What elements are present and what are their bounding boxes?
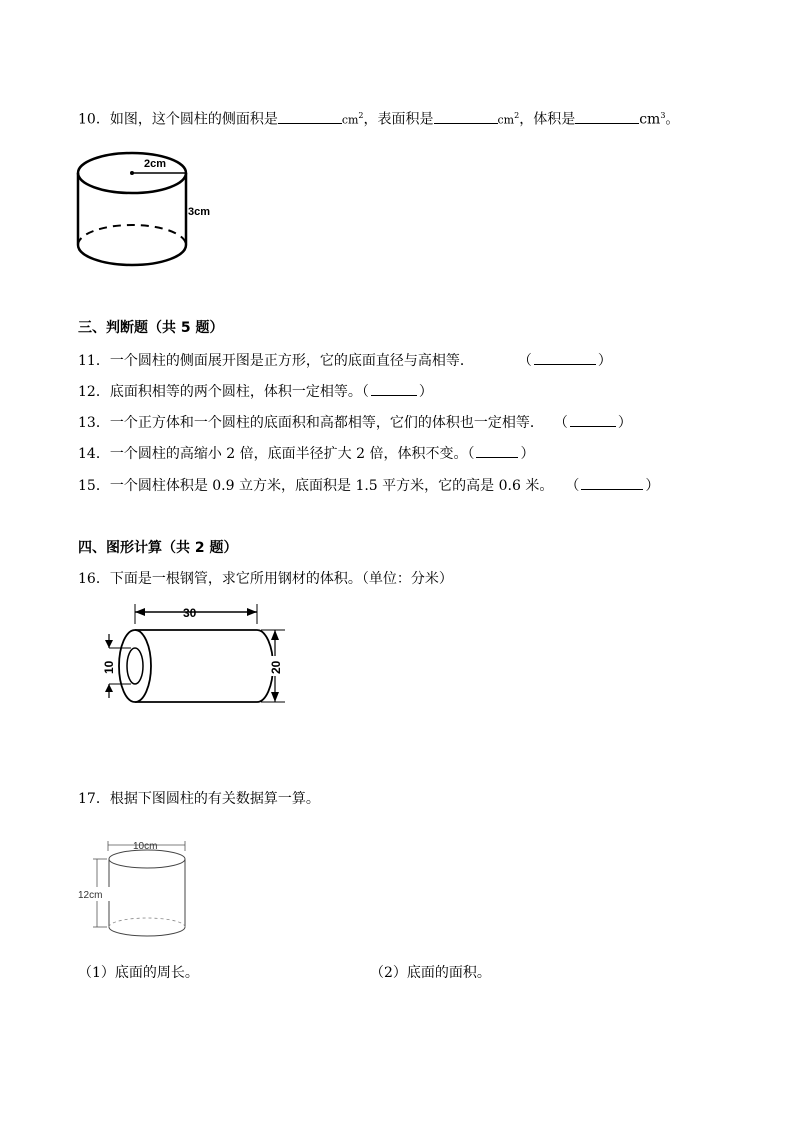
judge-item — [78, 443, 534, 464]
answer-blank[interactable] — [575, 109, 639, 124]
question-number: 15． — [78, 478, 110, 494]
paren-close: ） — [597, 353, 612, 369]
height-label: 12cm — [78, 890, 103, 901]
outer-diameter-label: 20 — [269, 660, 283, 674]
question-16 — [78, 569, 453, 589]
paren-open: （ — [361, 384, 369, 400]
answer-blank[interactable] — [278, 109, 342, 124]
question-number: 10． — [78, 111, 110, 128]
paren-open: （ — [565, 478, 580, 494]
inner-diameter-label: 10 — [102, 660, 116, 674]
sentence-end: 。 — [665, 111, 680, 128]
diameter-label: 10cm — [133, 841, 158, 852]
judge-item — [78, 412, 632, 433]
answer-blank[interactable] — [534, 350, 596, 365]
question-text: 一个圆柱的侧面展开图是正方形，它的底面直径与高相等． — [109, 353, 474, 369]
unit-label: cm — [341, 113, 359, 127]
unit-exponent: 3 — [660, 111, 666, 120]
section-title-judge: 三、判断题（共 5 题） — [78, 320, 224, 336]
sub-question-1: （1）底面的周长。 — [78, 965, 199, 981]
question-text: 底面积相等的两个圆柱，体积一定相等。 — [109, 384, 362, 400]
paren-open: （ — [517, 353, 532, 369]
unit-label: cm — [639, 111, 661, 128]
question-10 — [78, 106, 679, 131]
question-number: 17． — [78, 791, 110, 807]
question-number: 13． — [78, 415, 110, 431]
question-number: 16． — [78, 571, 110, 587]
answer-blank[interactable] — [581, 475, 643, 490]
paren-close: ） — [645, 478, 660, 494]
sub-question-2: （2）底面的面积。 — [370, 965, 491, 981]
question-text: 如图，这个圆柱的侧面积是 — [109, 111, 278, 128]
answer-blank[interactable] — [476, 443, 518, 458]
unit-exponent: 2 — [514, 111, 520, 120]
section-title-calculation: 四、图形计算（共 2 题） — [78, 540, 238, 556]
unit-exponent: 2 — [358, 111, 364, 120]
answer-blank[interactable] — [570, 412, 616, 427]
question-text: 一个正方体和一个圆柱的底面积和高都相等，它们的体积也一定相等． — [109, 415, 544, 431]
paren-close: ） — [418, 384, 433, 400]
answer-blank[interactable] — [371, 381, 417, 396]
answer-blank[interactable] — [434, 109, 498, 124]
paren-open: （ — [467, 446, 475, 462]
question-number: 14． — [78, 446, 110, 462]
paren-open: （ — [553, 415, 568, 431]
height-label: 3cm — [188, 206, 211, 218]
question-17 — [78, 789, 320, 809]
radius-label: 2cm — [144, 158, 167, 170]
question-text: 一个圆柱体积是 0.9 立方米，底面积是 1.5 平方米，它的高是 0.6 米。 — [109, 478, 554, 494]
judge-item — [78, 381, 433, 402]
paren-close: ） — [617, 415, 632, 431]
cylinder-figure-q10 — [70, 145, 220, 275]
unit-label: cm — [497, 113, 515, 127]
question-number: 11． — [78, 353, 110, 369]
length-label: 30 — [183, 606, 197, 620]
judge-item — [78, 350, 612, 371]
paren-close: ） — [520, 446, 535, 462]
question-text: 一个圆柱的高缩小 2 倍，底面半径扩大 2 倍，体积不变。 — [109, 446, 468, 462]
question-text: ，体积是 — [519, 111, 576, 128]
cylinder-figure-q17 — [75, 835, 215, 945]
question-text: 根据下图圆柱的有关数据算一算。 — [109, 791, 320, 807]
question-text: ，表面积是 — [363, 111, 434, 128]
question-text: 下面是一根钢管，求它所用钢材的体积。（单位：分米） — [109, 571, 453, 587]
judge-item — [78, 475, 659, 496]
question-number: 12． — [78, 384, 110, 400]
steel-pipe-figure — [95, 600, 295, 710]
